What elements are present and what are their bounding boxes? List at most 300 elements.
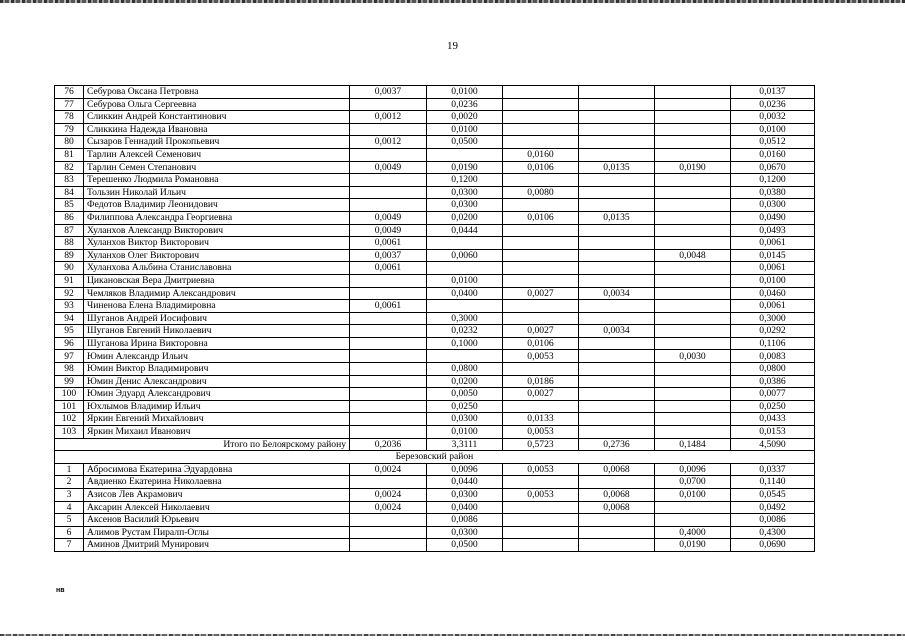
- value-cell: [579, 350, 655, 363]
- value-cell: 0,0083: [731, 350, 815, 363]
- value-cell: 0,0106: [503, 337, 579, 350]
- table-row: [55, 174, 815, 187]
- value-cell: [503, 199, 579, 212]
- value-cell: 0,0027: [503, 388, 579, 401]
- value-cell: 0,4300: [731, 526, 815, 539]
- value-cell: [579, 526, 655, 539]
- value-cell: [579, 413, 655, 426]
- value-cell: [655, 123, 731, 136]
- table-row: [55, 86, 815, 99]
- row-number: 83: [55, 174, 84, 187]
- value-cell: [655, 375, 731, 388]
- value-cell: 0,0100: [731, 123, 815, 136]
- row-number: 92: [55, 287, 84, 300]
- table-row: [55, 262, 815, 275]
- value-cell: 0,0440: [427, 476, 503, 489]
- row-number: 5: [55, 514, 84, 527]
- table-row: [55, 123, 815, 136]
- value-cell: 0,0386: [731, 375, 815, 388]
- value-cell: [655, 186, 731, 199]
- person-name: Сызаров Геннадий Прокопьевич: [84, 136, 350, 149]
- value-cell: 0,1140: [731, 476, 815, 489]
- value-cell: [579, 174, 655, 187]
- value-cell: [655, 363, 731, 376]
- value-cell: [579, 400, 655, 413]
- value-cell: [350, 388, 427, 401]
- table-row: [55, 426, 815, 439]
- value-cell: [579, 98, 655, 111]
- value-cell: 0,0160: [503, 148, 579, 161]
- value-cell: 0,0106: [503, 161, 579, 174]
- value-cell: 0,0100: [427, 123, 503, 136]
- person-name: Абросимова Екатерина Эдуардовна: [84, 463, 350, 476]
- value-cell: 0,0030: [655, 350, 731, 363]
- value-cell: [579, 539, 655, 552]
- value-cell: 0,0060: [427, 249, 503, 262]
- value-cell: [579, 249, 655, 262]
- value-cell: 0,0690: [731, 539, 815, 552]
- value-cell: 0,0050: [427, 388, 503, 401]
- person-name: Себурова Оксана Петровна: [84, 86, 350, 99]
- value-cell: 0,0200: [427, 375, 503, 388]
- value-cell: 0,0153: [731, 426, 815, 439]
- value-cell: [503, 224, 579, 237]
- value-cell: [579, 363, 655, 376]
- value-cell: [350, 325, 427, 338]
- row-number: 96: [55, 337, 84, 350]
- value-cell: 0,0027: [503, 325, 579, 338]
- value-cell: [579, 476, 655, 489]
- total-label: Итого по Белоярскому району: [55, 438, 350, 451]
- table-row: [55, 413, 815, 426]
- value-cell: [503, 249, 579, 262]
- value-cell: 0,0236: [731, 98, 815, 111]
- value-cell: [655, 86, 731, 99]
- value-cell: [655, 111, 731, 124]
- value-cell: [655, 237, 731, 250]
- row-number: 76: [55, 86, 84, 99]
- value-cell: [655, 388, 731, 401]
- value-cell: 0,0300: [427, 199, 503, 212]
- row-number: 88: [55, 237, 84, 250]
- value-cell: 0,4000: [655, 526, 731, 539]
- value-cell: [655, 337, 731, 350]
- person-name: Аминов Дмитрий Мунирович: [84, 539, 350, 552]
- value-cell: [350, 476, 427, 489]
- value-cell: 0,3000: [731, 312, 815, 325]
- row-number: 85: [55, 199, 84, 212]
- value-cell: [655, 400, 731, 413]
- value-cell: 0,0048: [655, 249, 731, 262]
- value-cell: [579, 123, 655, 136]
- value-cell: 0,0053: [503, 463, 579, 476]
- value-cell: 0,0096: [427, 463, 503, 476]
- row-number: 2: [55, 476, 84, 489]
- value-cell: 0,0024: [350, 501, 427, 514]
- person-name: Тарлин Алексей Семенович: [84, 148, 350, 161]
- value-cell: 0,0012: [350, 136, 427, 149]
- value-cell: [350, 186, 427, 199]
- row-number: 84: [55, 186, 84, 199]
- value-cell: [579, 148, 655, 161]
- value-cell: 0,0053: [503, 426, 579, 439]
- section-title: Березовский район: [55, 451, 815, 464]
- value-cell: [503, 123, 579, 136]
- value-cell: [503, 174, 579, 187]
- value-cell: [579, 375, 655, 388]
- value-cell: 0,0027: [503, 287, 579, 300]
- value-cell: 0,0200: [427, 211, 503, 224]
- value-cell: 0,0512: [731, 136, 815, 149]
- value-cell: [350, 174, 427, 187]
- value-cell: 0,0300: [427, 186, 503, 199]
- value-cell: [579, 86, 655, 99]
- value-cell: 0,0024: [350, 489, 427, 502]
- value-cell: 0,0061: [731, 262, 815, 275]
- total-value: 0,2736: [579, 438, 655, 451]
- table-row: [55, 249, 815, 262]
- table-row: [55, 186, 815, 199]
- person-name: Хуланхов Олег Викторович: [84, 249, 350, 262]
- value-cell: 0,0100: [427, 274, 503, 287]
- value-cell: 0,1200: [427, 174, 503, 187]
- table-row: [55, 325, 815, 338]
- value-cell: [503, 98, 579, 111]
- value-cell: 0,0135: [579, 161, 655, 174]
- table-row: [55, 539, 815, 552]
- value-cell: [579, 237, 655, 250]
- value-cell: 0,1000: [427, 337, 503, 350]
- scan-edge-bottom: [0, 634, 905, 636]
- value-cell: 0,0500: [427, 539, 503, 552]
- value-cell: 0,0049: [350, 161, 427, 174]
- person-name: Юмин Денис Александрович: [84, 375, 350, 388]
- row-number: 94: [55, 312, 84, 325]
- table-body-top: [55, 86, 815, 439]
- value-cell: [655, 148, 731, 161]
- value-cell: [655, 224, 731, 237]
- page-number: 19: [447, 40, 458, 52]
- value-cell: [350, 287, 427, 300]
- footer-mark: нв: [56, 587, 65, 594]
- value-cell: 0,0337: [731, 463, 815, 476]
- total-value: 0,5723: [503, 438, 579, 451]
- table-row: [55, 300, 815, 313]
- value-cell: 0,0300: [427, 413, 503, 426]
- value-cell: 0,0053: [503, 489, 579, 502]
- value-cell: [579, 136, 655, 149]
- value-cell: [655, 312, 731, 325]
- value-cell: [655, 300, 731, 313]
- value-cell: [503, 274, 579, 287]
- row-number: 3: [55, 489, 84, 502]
- person-name: Чемляков Владимир Александрович: [84, 287, 350, 300]
- value-cell: [503, 237, 579, 250]
- value-cell: [503, 539, 579, 552]
- value-cell: 0,0012: [350, 111, 427, 124]
- value-cell: [655, 501, 731, 514]
- person-name: Терешенко Людмила Романовна: [84, 174, 350, 187]
- value-cell: [350, 514, 427, 527]
- person-name: Аксенов Василий Юрьевич: [84, 514, 350, 527]
- value-cell: 0,0492: [731, 501, 815, 514]
- row-number: 4: [55, 501, 84, 514]
- value-cell: 0,0700: [655, 476, 731, 489]
- total-row: [55, 438, 815, 451]
- table-row: [55, 375, 815, 388]
- table-row: [55, 489, 815, 502]
- row-number: 1: [55, 463, 84, 476]
- value-cell: 0,0049: [350, 211, 427, 224]
- row-number: 101: [55, 400, 84, 413]
- value-cell: [350, 426, 427, 439]
- value-cell: [350, 350, 427, 363]
- value-cell: 0,0106: [503, 211, 579, 224]
- value-cell: 0,0800: [731, 363, 815, 376]
- table-row: [55, 199, 815, 212]
- value-cell: [427, 262, 503, 275]
- table-row: [55, 388, 815, 401]
- value-cell: 0,0250: [427, 400, 503, 413]
- value-cell: 0,0034: [579, 287, 655, 300]
- row-number: 95: [55, 325, 84, 338]
- person-name: Себурова Ольга Сергеевна: [84, 98, 350, 111]
- table-row: [55, 287, 815, 300]
- row-number: 86: [55, 211, 84, 224]
- value-cell: 0,0444: [427, 224, 503, 237]
- value-cell: 0,0034: [579, 325, 655, 338]
- value-cell: 0,0433: [731, 413, 815, 426]
- value-cell: [350, 400, 427, 413]
- value-cell: 0,0096: [655, 463, 731, 476]
- table-row: [55, 514, 815, 527]
- value-cell: 0,0190: [655, 161, 731, 174]
- person-name: Юмин Виктор Владимирович: [84, 363, 350, 376]
- row-number: 91: [55, 274, 84, 287]
- value-cell: 0,0032: [731, 111, 815, 124]
- value-cell: [655, 136, 731, 149]
- value-cell: 0,0080: [503, 186, 579, 199]
- value-cell: [350, 199, 427, 212]
- person-name: Юмин Эдуард Александрович: [84, 388, 350, 401]
- value-cell: [579, 388, 655, 401]
- value-cell: [503, 526, 579, 539]
- person-name: Хуланхов Александр Викторович: [84, 224, 350, 237]
- value-cell: 0,0135: [579, 211, 655, 224]
- row-number: 102: [55, 413, 84, 426]
- row-number: 79: [55, 123, 84, 136]
- allocation-table: [54, 85, 815, 552]
- person-name: Чиненова Елена Владимировна: [84, 300, 350, 313]
- value-cell: 0,0100: [427, 426, 503, 439]
- person-name: Юмин Александр Ильич: [84, 350, 350, 363]
- value-cell: [655, 274, 731, 287]
- total-value: 0,1484: [655, 438, 731, 451]
- value-cell: [655, 174, 731, 187]
- row-number: 90: [55, 262, 84, 275]
- value-cell: 0,0061: [731, 300, 815, 313]
- value-cell: 0,0400: [427, 501, 503, 514]
- value-cell: 0,0100: [731, 274, 815, 287]
- table-row: [55, 463, 815, 476]
- value-cell: [579, 199, 655, 212]
- value-cell: [350, 539, 427, 552]
- value-cell: [350, 375, 427, 388]
- table-total: [55, 438, 815, 463]
- section-row: [55, 451, 815, 464]
- total-value: 3,3111: [427, 438, 503, 451]
- value-cell: 0,0300: [731, 199, 815, 212]
- value-cell: 0,3000: [427, 312, 503, 325]
- value-cell: 0,0400: [427, 287, 503, 300]
- value-cell: [503, 312, 579, 325]
- value-cell: 0,0800: [427, 363, 503, 376]
- value-cell: 0,0061: [731, 237, 815, 250]
- value-cell: 0,0380: [731, 186, 815, 199]
- value-cell: [655, 98, 731, 111]
- value-cell: [427, 300, 503, 313]
- table-row: [55, 400, 815, 413]
- value-cell: 0,0250: [731, 400, 815, 413]
- value-cell: 0,0068: [579, 463, 655, 476]
- value-cell: [655, 211, 731, 224]
- person-name: Хуланхова Альбина Станиславовна: [84, 262, 350, 275]
- row-number: 78: [55, 111, 84, 124]
- value-cell: [579, 337, 655, 350]
- value-cell: [655, 325, 731, 338]
- value-cell: [350, 274, 427, 287]
- table-row: [55, 211, 815, 224]
- value-cell: [503, 400, 579, 413]
- person-name: Шуганов Евгений Николаевич: [84, 325, 350, 338]
- value-cell: 0,0049: [350, 224, 427, 237]
- table-row: [55, 526, 815, 539]
- table-row: [55, 363, 815, 376]
- value-cell: 0,0186: [503, 375, 579, 388]
- table-row: [55, 350, 815, 363]
- row-number: 103: [55, 426, 84, 439]
- value-cell: [503, 111, 579, 124]
- person-name: Тользин Николай Ильич: [84, 186, 350, 199]
- value-cell: 0,0460: [731, 287, 815, 300]
- value-cell: [427, 350, 503, 363]
- table-row: [55, 136, 815, 149]
- row-number: 77: [55, 98, 84, 111]
- value-cell: 0,1106: [731, 337, 815, 350]
- value-cell: 0,0232: [427, 325, 503, 338]
- value-cell: 0,0020: [427, 111, 503, 124]
- value-cell: [579, 111, 655, 124]
- row-number: 100: [55, 388, 84, 401]
- value-cell: [579, 262, 655, 275]
- row-number: 98: [55, 363, 84, 376]
- person-name: Филиппова Александра Георгиевна: [84, 211, 350, 224]
- value-cell: 0,0037: [350, 86, 427, 99]
- person-name: Тарлин Семен Степанович: [84, 161, 350, 174]
- value-cell: 0,0061: [350, 262, 427, 275]
- value-cell: [655, 426, 731, 439]
- row-number: 7: [55, 539, 84, 552]
- table-row: [55, 237, 815, 250]
- person-name: Шуганова Ирина Викторовна: [84, 337, 350, 350]
- table-row: [55, 274, 815, 287]
- value-cell: 0,0068: [579, 489, 655, 502]
- value-cell: [579, 312, 655, 325]
- table-row: [55, 161, 815, 174]
- value-cell: [579, 300, 655, 313]
- table-row: [55, 224, 815, 237]
- value-cell: [503, 86, 579, 99]
- table-row: [55, 337, 815, 350]
- value-cell: [350, 526, 427, 539]
- table-row: [55, 148, 815, 161]
- row-number: 82: [55, 161, 84, 174]
- total-value: 4,5090: [731, 438, 815, 451]
- value-cell: [503, 136, 579, 149]
- value-cell: 0,0190: [427, 161, 503, 174]
- person-name: Хуланхов Виктор Викторович: [84, 237, 350, 250]
- value-cell: [350, 363, 427, 376]
- value-cell: [427, 148, 503, 161]
- person-name: Сликкин Андрей Константинович: [84, 111, 350, 124]
- value-cell: [655, 514, 731, 527]
- value-cell: [579, 274, 655, 287]
- person-name: Аксарин Алексей Николаевич: [84, 501, 350, 514]
- value-cell: [350, 337, 427, 350]
- table-row: [55, 501, 815, 514]
- value-cell: [503, 514, 579, 527]
- value-cell: [427, 237, 503, 250]
- person-name: Азисов Лев Акрамович: [84, 489, 350, 502]
- value-cell: 0,0137: [731, 86, 815, 99]
- value-cell: 0,0061: [350, 237, 427, 250]
- value-cell: [503, 262, 579, 275]
- value-cell: 0,0024: [350, 463, 427, 476]
- table-body-bottom: [55, 463, 815, 551]
- value-cell: 0,0190: [655, 539, 731, 552]
- person-name: Яркин Михаил Иванович: [84, 426, 350, 439]
- value-cell: [503, 300, 579, 313]
- value-cell: 0,0300: [427, 489, 503, 502]
- value-cell: [350, 123, 427, 136]
- table-row: [55, 98, 815, 111]
- value-cell: 0,0037: [350, 249, 427, 262]
- value-cell: 0,0068: [579, 501, 655, 514]
- row-number: 97: [55, 350, 84, 363]
- value-cell: [503, 501, 579, 514]
- value-cell: 0,0100: [427, 86, 503, 99]
- value-cell: [579, 186, 655, 199]
- person-name: Сликкина Надежда Ивановна: [84, 123, 350, 136]
- person-name: Юхлымов Владимир Ильич: [84, 400, 350, 413]
- value-cell: 0,0053: [503, 350, 579, 363]
- value-cell: 0,0077: [731, 388, 815, 401]
- value-cell: [579, 514, 655, 527]
- person-name: Яркин Евгений Михайлович: [84, 413, 350, 426]
- row-number: 93: [55, 300, 84, 313]
- row-number: 80: [55, 136, 84, 149]
- row-number: 81: [55, 148, 84, 161]
- value-cell: 0,0292: [731, 325, 815, 338]
- person-name: Цикановская Вера Дмитриевна: [84, 274, 350, 287]
- value-cell: 0,0061: [350, 300, 427, 313]
- value-cell: [579, 426, 655, 439]
- value-cell: 0,0086: [427, 514, 503, 527]
- row-number: 99: [55, 375, 84, 388]
- row-number: 87: [55, 224, 84, 237]
- value-cell: 0,0086: [731, 514, 815, 527]
- person-name: Алимов Рустам Пиралп-Оглы: [84, 526, 350, 539]
